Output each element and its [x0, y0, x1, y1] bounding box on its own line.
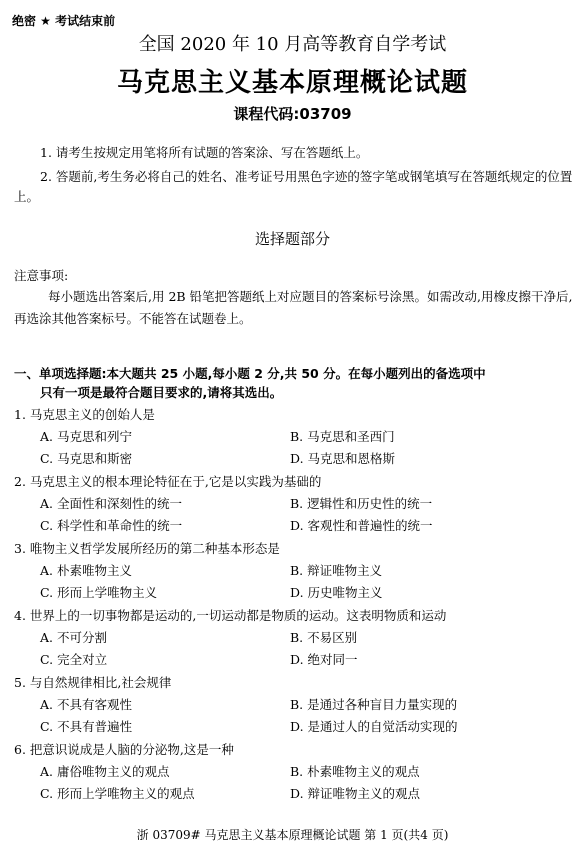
option-row [14, 716, 574, 738]
question-stem: 3. 唯物主义哲学发展所经历的第二种基本形态是 [14, 541, 280, 556]
notes-text: 每小题选出答案后,用 2B 铅笔把答题纸上对应题目的答案标号涂黑。如需改动,用橡皮擦干净后,再选涂其他答案标号。不能答在试题卷上。 [14, 289, 573, 326]
instruction-2: 2. 答题前,考生务必将自己的姓名、准考证号用黑色字迹的签字笔或钢笔填写在答题纸规定的位置上。 [14, 169, 573, 204]
question-section-header-line2: 只有一项是最符合题目要求的,请将其选出。 [40, 385, 283, 400]
exam-title: 全国 2020 年 10 月高等教育自学考试 [138, 34, 447, 55]
option-b: B. 朴素唯物主义的观点 [290, 764, 420, 779]
option-c: C. 马克思和斯密 [40, 451, 133, 466]
question-2 [14, 471, 574, 537]
option-c: C. 形而上学唯物主义的观点 [40, 786, 195, 801]
confidential-note: 绝密 ★ 考试结束前 [12, 14, 116, 28]
section-title: 选择题部分 [254, 230, 330, 248]
option-a: A. 庸俗唯物主义的观点 [40, 764, 170, 779]
paper-title: 马克思主义基本原理概论试题 [116, 68, 468, 98]
option-d: D. 历史唯物主义 [290, 585, 383, 600]
option-row [14, 627, 574, 649]
option-b: B. 是通过各种盲目力量实现的 [290, 697, 458, 712]
question-5 [14, 672, 574, 738]
question-section-header [14, 364, 574, 402]
question-stem: 5. 与自然规律相比,社会规律 [14, 675, 172, 690]
option-a: A. 不可分割 [40, 630, 107, 645]
option-row [14, 448, 574, 470]
instruction-1: 1. 请考生按规定用笔将所有试题的答案涂、写在答题纸上。 [40, 145, 369, 160]
question-6 [14, 739, 574, 805]
option-d: D. 是通过人的自觉活动实现的 [290, 719, 458, 734]
option-row [14, 426, 574, 448]
option-row [14, 582, 574, 604]
option-d: D. 马克思和恩格斯 [290, 451, 396, 466]
option-a: A. 马克思和列宁 [40, 429, 132, 444]
page-footer: 浙 03709# 马克思主义基本原理概论试题 第 1 页(共4 页) [136, 828, 449, 842]
option-row [14, 515, 574, 537]
option-row [14, 493, 574, 515]
option-row [14, 560, 574, 582]
notes-label: 注意事项: [14, 268, 69, 283]
option-row [14, 694, 574, 716]
question-stem: 6. 把意识说成是人脑的分泌物,这是一种 [14, 742, 234, 757]
option-a: A. 全面性和深刻性的统一 [40, 496, 182, 511]
option-d: D. 客观性和普遍性的统一 [290, 518, 433, 533]
question-4 [14, 605, 574, 671]
option-row [14, 649, 574, 671]
option-row [14, 761, 574, 783]
question-stem: 4. 世界上的一切事物都是运动的,一切运动都是物质的运动。这表明物质和运动 [14, 608, 447, 623]
option-d: D. 绝对同一 [290, 652, 358, 667]
question-stem: 2. 马克思主义的根本理论特征在于,它是以实践为基础的 [14, 474, 322, 489]
question-3 [14, 538, 574, 604]
option-c: C. 形而上学唯物主义 [40, 585, 158, 600]
option-d: D. 辩证唯物主义的观点 [290, 786, 421, 801]
option-a: A. 朴素唯物主义 [40, 563, 132, 578]
option-b: B. 马克思和圣西门 [290, 429, 395, 444]
option-b: B. 逻辑性和历史性的统一 [290, 496, 433, 511]
option-b: B. 不易区别 [290, 630, 358, 645]
option-c: C. 不具有普遍性 [40, 719, 133, 734]
option-b: B. 辩证唯物主义 [290, 563, 383, 578]
option-c: C. 完全对立 [40, 652, 108, 667]
course-code: 课程代码:03709 [233, 105, 352, 123]
option-a: A. 不具有客观性 [40, 697, 132, 712]
option-c: C. 科学性和革命性的统一 [40, 518, 183, 533]
question-stem: 1. 马克思主义的创始人是 [14, 407, 155, 422]
option-row [14, 783, 574, 805]
question-section-header-line1: 一、单项选择题:本大题共 25 小题,每小题 2 分,共 50 分。在每小题列出的备选项中 [14, 366, 486, 381]
question-1 [14, 404, 574, 470]
